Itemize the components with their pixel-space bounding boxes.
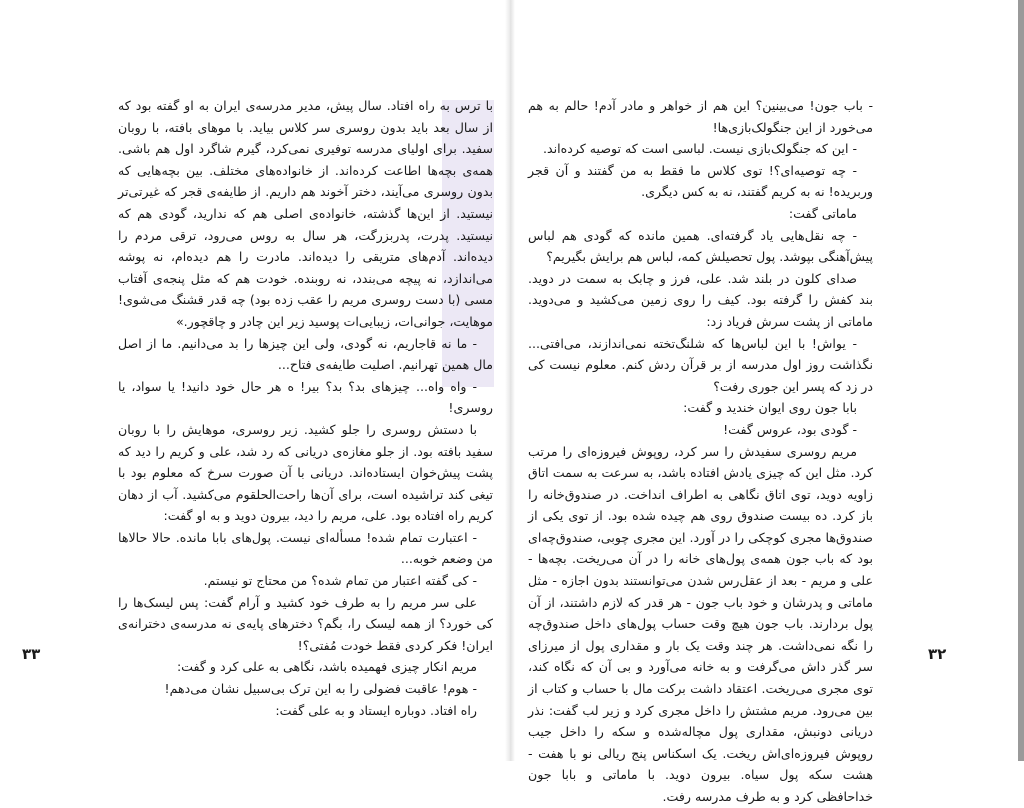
- scan-edge: [1018, 0, 1024, 761]
- paragraph: - گودی بود، عروس گفت!: [723, 421, 857, 437]
- right-page-text: [528, 95, 873, 808]
- paragraph: با ترس به راه افتاد. سال پیش، مدیر مدرسه‌ی ایران به او گفته بود که از سال بعد باید بدون روسری سر کلاس بیاید. با موهای بافته، با روبان سفید. برای اولیای مدرسه توفیری نمی‌کرد، گیرم شاگرد اول هم باشی. همه‌ی بچه‌ها اطاعت کرده‌اند. از خانواده‌های مختلف. بین بچه‌هایی که بدون روسری می‌آیند، دختر آخوند هم داریم. از طایفه‌ی قجر که غیرتی‌تر نیستید. از این‌ها گذشته، خانواده‌ی اصلی هم که ندارید، گودی هم که نیستید. پدرت، پدربزرگت، هر سال به روس می‌رود، ترقی مردم را دیده‌اند. آدم‌های متریقی را دیده‌اند. مادرت را هم دیده‌ام، نه پوشه می‌اندازد، نه پیچه می‌بندد، نه روبنده. خودت هم که مثل پنجه‌ی آفتاب مسی (با دست روسری مریم را عقب زده بود) چه قدر قشنگ می‌شوی! موهایت، جوانی‌ات، زیبایی‌ات پوسید زیر این چادر و چاقچور.»: [118, 98, 493, 329]
- paragraph: بابا جون روی ایوان خندید و گفت:: [683, 400, 857, 416]
- paragraph: مریم انکار چیزی فهمیده باشد، نگاهی به علی کرد و گفت:: [176, 659, 477, 675]
- paragraph: - چه نقل‌هایی یاد گرفته‌ای. همین مانده که گودی هم لباس پیش‌آهنگی بپوشد. پول تحصیلش کمه، لباس هم برایش بگیریم؟: [528, 227, 873, 265]
- paragraph: ماماتی گفت:: [788, 205, 857, 221]
- page-number-left: ۳۳: [22, 645, 41, 663]
- paragraph: - واه واه... چیزهای بد؟ بد؟ بیر! ه هر حال خود دانید! یا سواد، یا روسری!: [118, 378, 493, 416]
- paragraph: راه افتاد. دوباره ایستاد و به علی گفت:: [275, 702, 477, 718]
- paragraph: - اعتبارت تمام شده! مسأله‌ای نیست. پول‌های بابا مانده. حالا حالاها من وضعم خوبه...: [118, 529, 493, 567]
- paragraph: مریم روسری سفیدش را سر کرد، روپوش فیروزه‌ای را مرتب کرد. مثل این که چیزی یادش افتاده باشد، به سرعت به سمت اتاق زاویه دوید، توی اتاق نگاهی به اطراف انداخت. در صندوق‌خانه را باز کرد. ده بیست صندوق روی هم چیده شده بود. از توی یکی از صندوق‌ها مجری کوچکی را در آورد. این مجری چوبی، صندوق‌چه‌ای بود که باب جون همه‌ی پول‌های خانه را در آن می‌ریخت. بچه‌ها - علی و مریم - بعد از عقل‌رس شدن می‌توانستند بدون اجازه - مثل ماماتی و پدرشان و خود باب جون - هر قدر که لازم داشتند، از آن پول بردارند. باب جون هیچ وقت حساب پول‌های داخل صندوق‌چه را نگه نمی‌داشت. هر چند وقت یک بار و مقداری پول از میرزای سر گذر داش می‌گرفت و به خانه می‌آورد و بی آن که نگاه کند، توی مجری می‌ریخت. اعتقاد داشت برکت مال با حساب و کتاب از بین می‌رود. مریم مشتش را داخل مجری کرد و زیر لب گفت: نذر دریانی دونبش، مقداری پول مچاله‌شده و سکه را داخل جیب روپوش فیروزه‌ای‌اش ریخت. یک اسکناس پنج ریالی نو با هفت - هشت سکه پول سیاه. بیرون دوید. با ماماتی و بابا جون خداحافظی کرد و به طرف مدرسه رفت.: [528, 443, 873, 804]
- book-gutter: [505, 0, 515, 761]
- page-number-right: ۳۲: [928, 645, 947, 663]
- paragraph: - باب جون! می‌بینین؟ این هم از خواهر و مادر آدم! حالم به هم می‌خورد از این جنگولک‌بازی‌ها!: [528, 98, 873, 135]
- paragraph: - ما نه قاجاریم، نه گودی، ولی این چیزها را بد می‌دانیم. ما از اصل مال همین تهرانیم. اصلیت طایفه‌ی فتاح...: [118, 335, 493, 373]
- left-page-text: [118, 95, 493, 721]
- paragraph: - چه توصیه‌ای؟! توی کلاس ما فقط به من گفتند و آن قجر وربریده! نه به کریم گفتند، نه به کس دیگری.: [528, 162, 873, 200]
- paragraph: - کی گفته اعتبار من تمام شده؟ من محتاج تو نیستم.: [203, 573, 477, 589]
- paragraph: علی سر مریم را به طرف خود کشید و آرام گفت: پس لیسک‌ها را کی خورد؟ از همه لیسک را، بگم؟ دخترهای پایه‌ی نه مدرسه‌ی دخترانه‌ی ایران! فکر کردی فقط خودت مُفتی؟!: [118, 594, 493, 653]
- paragraph: - این که جنگولک‌بازی نیست. لباسی است که توصیه کرده‌اند.: [543, 141, 857, 157]
- paragraph: صدای کلون در بلند شد. علی، فرز و چابک به سمت در دوید. بند کفش را گرفته بود. کیف را روی زمین می‌کشید و می‌دوید. ماماتی از پشت سرش فریاد زد:: [528, 270, 873, 329]
- paragraph: - یواش! با این لباس‌ها که شلنگ‌تخته نمی‌اندازند، می‌افتی... نگذاشت روز اول مدرسه از بر قرآن ردش کنم. معلوم نیست کی در زد که پسر این جوری رفت؟: [528, 335, 873, 394]
- paragraph: - هوم! عاقبت فضولی را به این ترک بی‌سبیل نشان می‌دهم!: [164, 681, 477, 697]
- paragraph: با دستش روسری را جلو کشید. زیر روسری، موهایش را با روبان سفید بافته بود. از جلو مغازه‌ی دریانی که رد شد، علی و کریم را دید که پشت پیش‌خوان ایستاده‌اند. دریانی با آن صورت سرخ که معلوم بود با تیغی کند تراشیده است، برای آن‌ها راحت‌الحلقوم می‌کشید. آب از دهان کریم راه افتاده بود. علی، مریم را دید، بیرون دوید و به او گفت:: [118, 421, 493, 524]
